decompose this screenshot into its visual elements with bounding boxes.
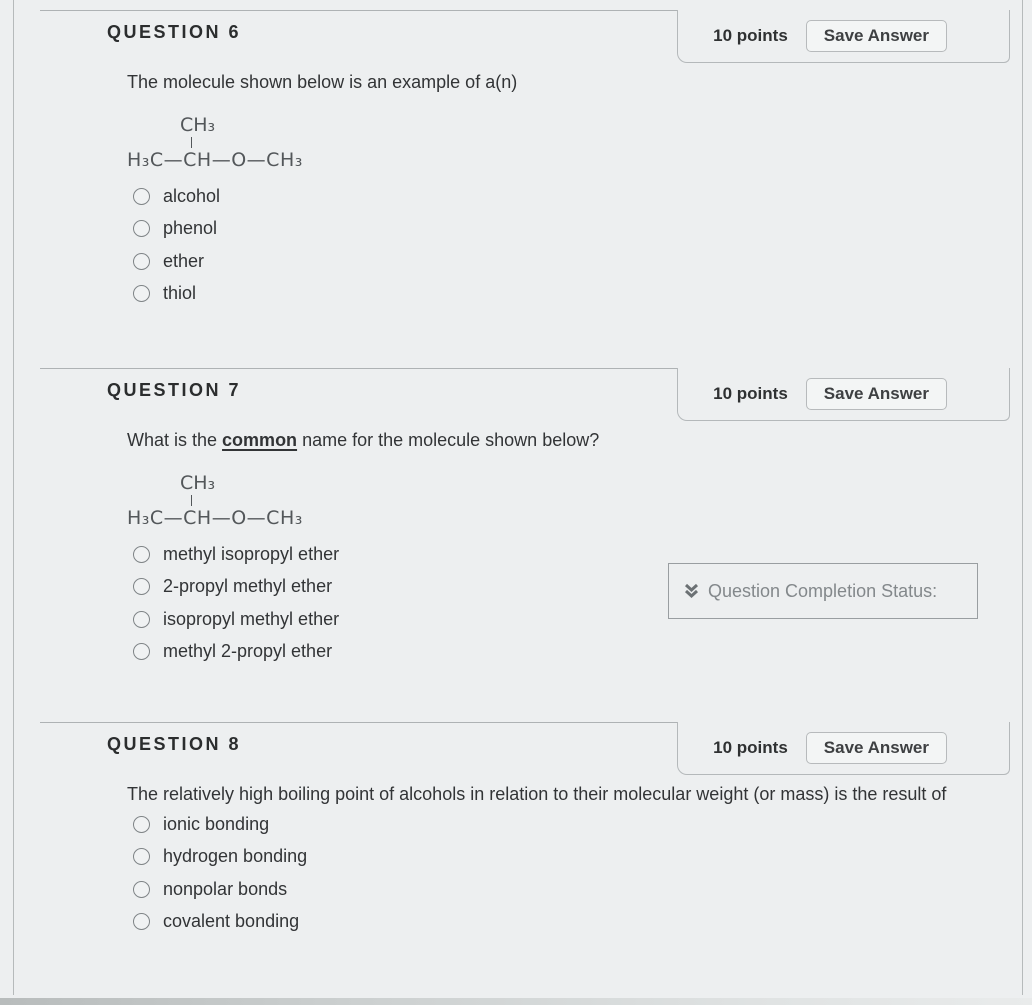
option-label[interactable]: hydrogen bonding [163,846,308,867]
answer-option[interactable] [127,180,1010,213]
answer-option[interactable] [127,841,1010,874]
question-8-body [40,782,1010,938]
answer-option[interactable] [127,245,1010,278]
question-8-header [40,722,1010,774]
points-panel [677,10,1010,63]
answer-option[interactable] [127,873,1010,906]
points-panel [677,368,1010,421]
question-title: QUESTION 7 [107,380,242,400]
points-label: 10 points [713,384,788,403]
save-answer-button[interactable]: Save Answer [806,20,947,52]
molecule-structure [127,114,1010,172]
radio-button-icon[interactable] [133,643,150,660]
question-prompt [127,428,957,452]
radio-button-icon[interactable] [133,188,150,205]
prompt-suffix: name for the molecule shown below? [297,430,600,450]
question-7-section [40,368,1010,668]
radio-button-icon[interactable] [133,253,150,270]
radio-button-icon[interactable] [133,285,150,302]
option-label[interactable]: ionic bonding [163,813,270,834]
prompt-prefix: What is the [127,430,223,450]
completion-status-label: Question Completion Status: [708,580,938,601]
molecule-vertical-bond [191,495,192,506]
save-answer-button[interactable]: Save Answer [806,732,947,764]
option-label[interactable]: covalent bonding [163,911,300,932]
molecule-chain: H₃C—CH—O—CH₃ [127,149,303,171]
radio-button-icon[interactable] [133,913,150,930]
answer-option[interactable] [127,213,1010,246]
option-label[interactable]: methyl 2-propyl ether [163,641,333,662]
option-label[interactable]: isopropyl methyl ether [163,608,340,629]
radio-button-icon[interactable] [133,611,150,628]
answer-option[interactable] [127,808,1010,841]
question-completion-status-toggle[interactable] [668,563,978,619]
answer-options [127,180,1010,310]
radio-button-icon[interactable] [133,546,150,563]
question-6-body [40,70,1010,310]
points-label: 10 points [713,26,788,45]
prompt-emphasis: common [222,430,298,450]
molecule-vertical-bond [191,137,192,148]
radio-button-icon[interactable] [133,578,150,595]
molecule-top-group: CH₃ [180,472,216,494]
radio-button-icon[interactable] [133,881,150,898]
question-6-header [40,10,1010,62]
question-6-section [40,10,1010,310]
scan-bottom-edge [0,998,1032,1005]
option-label[interactable]: phenol [163,218,218,239]
double-chevron-down-icon [684,583,699,599]
question-title: QUESTION 8 [107,734,242,754]
page-edge-line-right [1022,0,1023,995]
question-prompt: The relatively high boiling point of alcohols in relation to their molecular weight (or mass) is the result of [127,784,947,804]
answer-option[interactable] [127,278,1010,311]
option-label[interactable]: 2-propyl methyl ether [163,576,333,597]
option-label[interactable]: methyl isopropyl ether [163,543,340,564]
molecule-top-group: CH₃ [180,114,216,136]
answer-option[interactable] [127,636,1010,669]
question-7-body [40,428,1010,668]
radio-button-icon[interactable] [133,816,150,833]
question-7-header [40,368,1010,420]
molecule-chain: H₃C—CH—O—CH₃ [127,507,303,529]
answer-option[interactable] [127,906,1010,939]
question-prompt: The molecule shown below is an example of a(n) [127,72,518,92]
page-edge-line-left [13,0,14,995]
radio-button-icon[interactable] [133,220,150,237]
molecule-structure [127,472,1010,530]
option-label[interactable]: alcohol [163,185,221,206]
option-label[interactable]: thiol [163,283,197,304]
points-panel [677,722,1010,775]
question-title: QUESTION 6 [107,22,242,42]
question-8-section [40,722,1010,938]
radio-button-icon[interactable] [133,848,150,865]
option-label[interactable]: nonpolar bonds [163,878,288,899]
points-label: 10 points [713,738,788,757]
save-answer-button[interactable]: Save Answer [806,378,947,410]
answer-options [127,808,1010,938]
option-label[interactable]: ether [163,250,205,271]
